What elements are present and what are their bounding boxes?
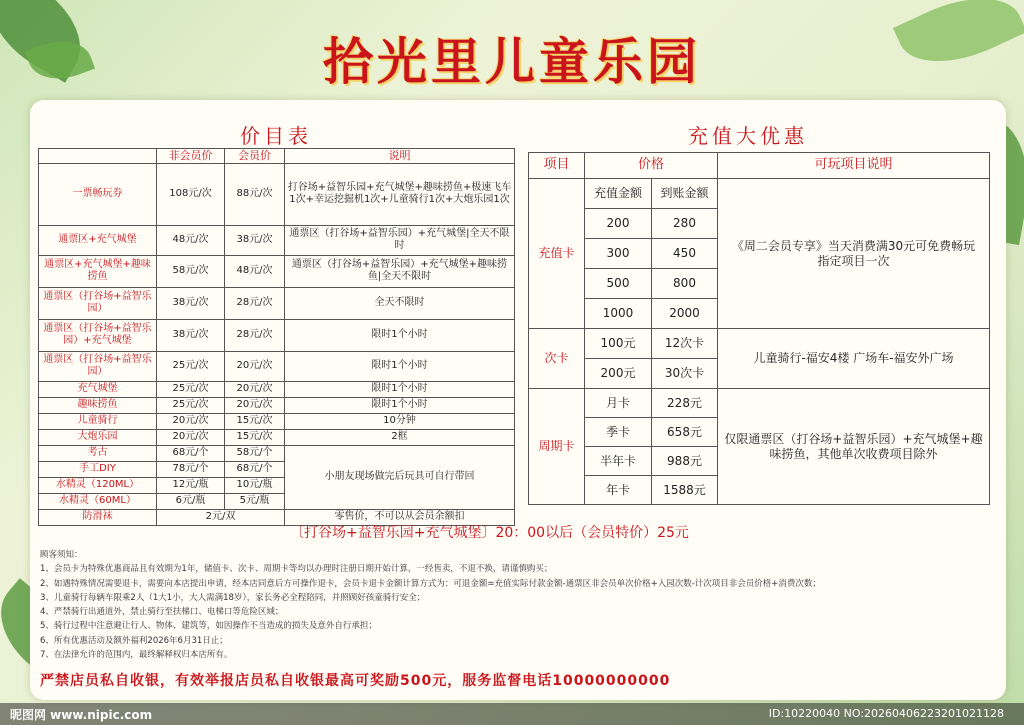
member-price: 68元/个 [225,461,285,477]
item-desc: 通票区（打谷场+益智乐园）+充气城堡|全天不限时 [285,225,515,255]
sub-header: 到账金额 [652,179,718,209]
member-price: 20元/次 [225,351,285,381]
note-line: 顾客须知： [40,550,83,560]
item-name: 考古 [39,445,157,461]
member-price: 48元/次 [225,255,285,287]
item-name: 儿童骑行 [39,413,157,429]
item-name: 水精灵（120ML） [39,477,157,493]
watermark-bar [0,703,1024,725]
item-desc: 限时1个小时 [285,351,515,381]
credited-amount: 2000 [652,299,718,329]
item-name: 充气城堡 [39,381,157,397]
item-desc: 全天不限时 [285,287,515,319]
member-price: 20元/次 [225,397,285,413]
nonmember-price: 20元/次 [157,413,225,429]
period-card-desc: 仅限通票区（打谷场+益智乐园）+充气城堡+趣味捞鱼，其他单次收费项目除外 [718,389,990,505]
note-line: 3、儿童骑行每辆车限乘2人（1大1小，大人需满18岁），家长务必全程陪同，并照顾好孩童骑行安全； [40,592,426,603]
table-row [39,163,515,225]
nonmember-price: 48元/次 [157,225,225,255]
member-price: 15元/次 [225,429,285,445]
diy-note: 小朋友现场做完后玩具可自行带回 [285,445,515,509]
times-card-desc: 儿童骑行-福安4楼 广场车-福安外广场 [718,329,990,389]
member-price: 88元/次 [225,163,285,225]
member-price: 38元/次 [225,225,285,255]
table-row [39,225,515,255]
item-name: 一票畅玩券 [39,163,157,225]
table-row [39,429,515,445]
price-table-heading: 价目表 [240,124,312,148]
table-header: 价格 [585,153,718,179]
table-row [39,445,515,461]
nonmember-price: 38元/次 [157,287,225,319]
item-name: 通票区+充气城堡+趣味捞鱼 [39,255,157,287]
card-times: 12次卡 [652,329,718,359]
nonmember-price: 25元/次 [157,397,225,413]
item-name: 水精灵（60ML） [39,493,157,509]
table-header-row [39,149,515,164]
item-desc: 10分钟 [285,413,515,429]
table-header: 非会员价 [157,149,225,164]
card-price: 1588元 [652,476,718,505]
nonmember-price: 78元/个 [157,461,225,477]
card-type: 半年卡 [585,447,652,476]
card-type: 月卡 [585,389,652,418]
nonmember-price: 38元/次 [157,319,225,351]
item-name: 通票区（打谷场+益智乐园） [39,351,157,381]
item-name: 通票区（打谷场+益智乐园）+充气城堡 [39,319,157,351]
table-header-row [529,153,990,179]
item-desc: 通票区（打谷场+益智乐园）+充气城堡+趣味捞鱼|全天不限时 [285,255,515,287]
recharge-table-heading: 充值大优惠 [688,124,808,148]
item-desc: 2框 [285,429,515,445]
item-name: 趣味捞鱼 [39,397,157,413]
note-line: 7、在法律允许的范围内，最终解释权归本店所有。 [40,650,233,661]
table-header: 项目 [529,153,585,179]
recharge-table [528,152,990,505]
price-table [38,148,515,526]
table-header: 会员价 [225,149,285,164]
sub-header: 充值金额 [585,179,652,209]
nonmember-price: 68元/个 [157,445,225,461]
retail-price: 2元/双 [157,509,285,525]
member-price: 28元/次 [225,287,285,319]
note-line: 1、会员卡为特殊优惠商品且有效期为1年，储值卡、次卡、周期卡等均以办理时注册日期开始计算，一经售卖，不退不换，请谨慎购买； [40,564,553,575]
watermark-id: ID:10220040 NO:20260406223201021128 [768,707,1004,720]
promo-banner: 〔打谷场+益智乐园+充气城堡〕20：00以后（会员特价）25元 [290,525,689,541]
card-price: 658元 [652,418,718,447]
item-desc: 零售价，不可以从会员余额扣 [285,509,515,525]
nonmember-price: 20元/次 [157,429,225,445]
table-header [39,149,157,164]
period-card-label: 周期卡 [529,389,585,505]
nonmember-price: 25元/次 [157,381,225,397]
table-row [39,381,515,397]
table-header: 说明 [285,149,515,164]
table-row [39,351,515,381]
note-line: 4、严禁骑行出通道外，禁止骑行至扶梯口、电梯口等危险区域； [40,607,284,618]
card-price: 988元 [652,447,718,476]
table-row [529,329,990,359]
member-price: 28元/次 [225,319,285,351]
card-times: 30次卡 [652,359,718,389]
nonmember-price: 108元/次 [157,163,225,225]
credited-amount: 280 [652,209,718,239]
note-line: 5、骑行过程中注意避让行人、物体、建筑等，如因操作不当造成的损失及意外自行承担； [40,621,377,632]
member-price: 10元/瓶 [225,477,285,493]
table-row [529,179,990,209]
card-price: 228元 [652,389,718,418]
page-title: 拾光里儿童乐园 [323,32,701,91]
credited-amount: 450 [652,239,718,269]
table-header: 可玩项目说明 [718,153,990,179]
stored-card-desc: 《周二会员专享》当天消费满30元可免费畅玩指定项目一次 [718,179,990,329]
member-price: 15元/次 [225,413,285,429]
stored-card-label: 充值卡 [529,179,585,329]
item-name: 通票区+充气城堡 [39,225,157,255]
watermark-site: 昵图网 www.nipic.com [10,708,153,722]
nonmember-price: 6元/瓶 [157,493,225,509]
recharge-amount: 200 [585,209,652,239]
table-row [39,287,515,319]
table-row [529,389,990,418]
recharge-amount: 500 [585,269,652,299]
item-desc: 限时1个小时 [285,381,515,397]
item-desc: 限时1个小时 [285,319,515,351]
note-line: 2、如遇特殊情况需要退卡，需要向本店提出申请，经本店同意后方可操作退卡，会员卡退卡金额计算方式为：可退金额=充值实际付款金额-通票区非会员单次价格+入园次数-计次项目非会员价格+消费次数； [40,578,821,589]
credited-amount: 800 [652,269,718,299]
nonmember-price: 12元/瓶 [157,477,225,493]
table-row [39,319,515,351]
cashier-warning: 严禁店员私自收银，有效举报店员私自收银最高可奖励500元，服务监督电话10000000000 [40,673,671,689]
item-name: 防滑袜 [39,509,157,525]
table-row [39,397,515,413]
table-row [39,255,515,287]
recharge-amount: 300 [585,239,652,269]
card-price: 200元 [585,359,652,389]
recharge-amount: 1000 [585,299,652,329]
item-desc: 限时1个小时 [285,397,515,413]
table-row [39,413,515,429]
card-price: 100元 [585,329,652,359]
member-price: 20元/次 [225,381,285,397]
member-price: 5元/瓶 [225,493,285,509]
member-price: 58元/个 [225,445,285,461]
note-line: 6、所有优惠活动及额外福利2026年6月31日止； [40,635,228,646]
nonmember-price: 58元/次 [157,255,225,287]
customer-notes [40,548,1000,662]
item-name: 大炮乐园 [39,429,157,445]
card-type: 季卡 [585,418,652,447]
times-card-label: 次卡 [529,329,585,389]
item-name: 通票区（打谷场+益智乐园） [39,287,157,319]
nonmember-price: 25元/次 [157,351,225,381]
card-type: 年卡 [585,476,652,505]
item-desc: 打谷场+益智乐园+充气城堡+趣味捞鱼+极速飞车1次+幸运挖掘机1次+儿童骑行1次+大炮乐园1次 [285,163,515,225]
item-name: 手工DIY [39,461,157,477]
